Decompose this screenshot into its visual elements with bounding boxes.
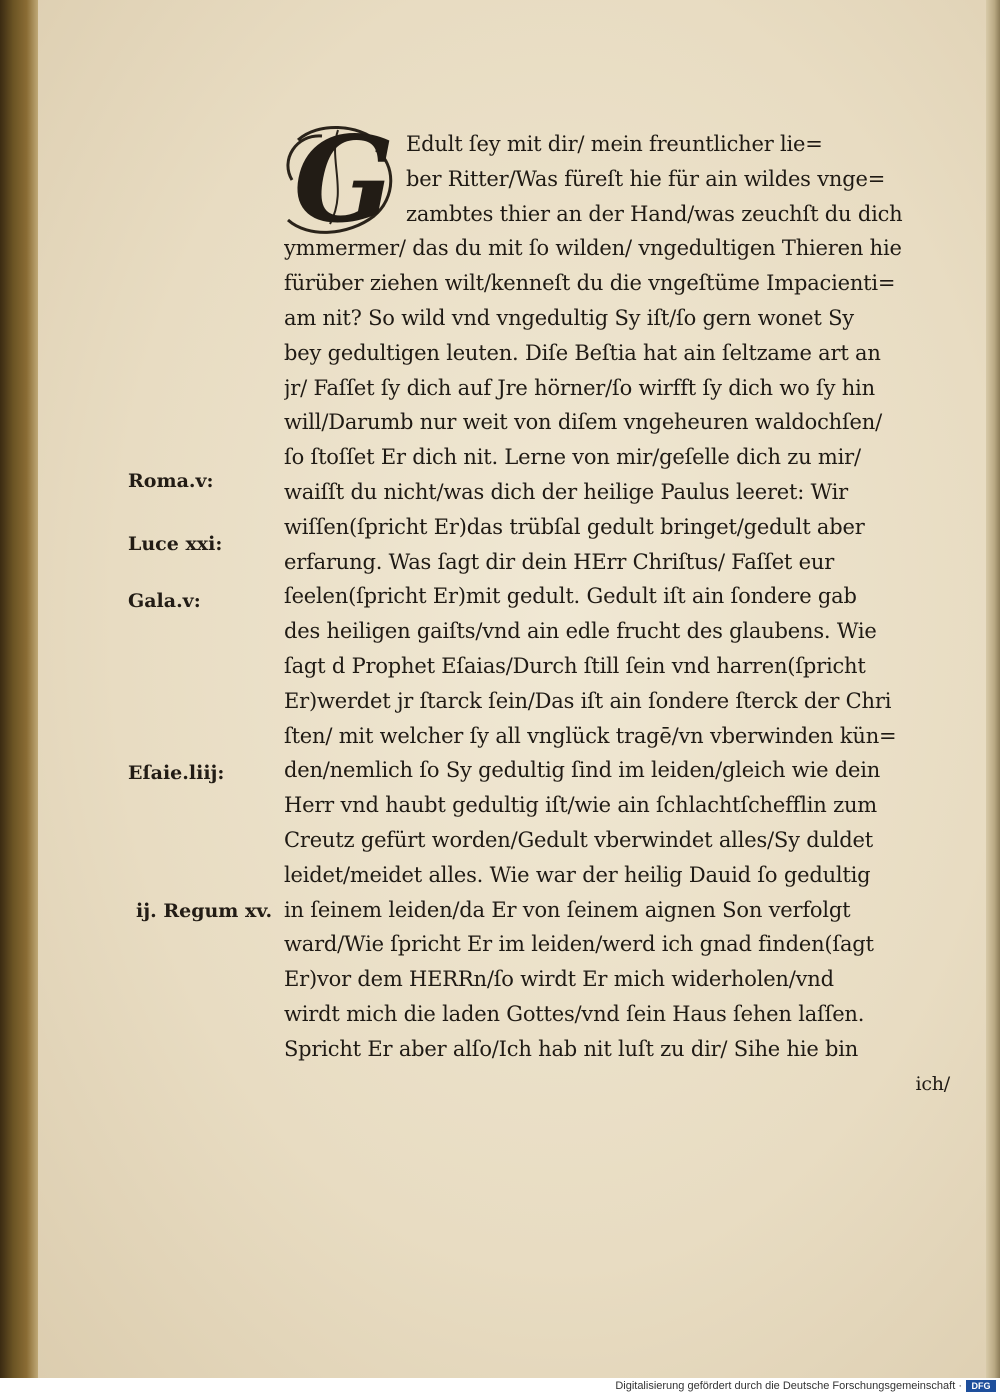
text-line: ward/Wie ſpricht Er im leiden/werd ich gnad finden(ſagt <box>284 932 874 957</box>
text-line: Herr vnd haubt gedultig iſt/wie ain ſchlachtſchefflin zum <box>284 793 877 818</box>
text-line: Er)werdet jr ſtarck ſein/Das iſt ain ſondere ſterck der Chri <box>284 688 892 713</box>
text-line: fürüber ziehen wilt/kenneſt du die vngeſtüme Impacienti= <box>284 271 896 296</box>
text-line: Er)vor dem HERRn/ſo wirdt Er mich widerholen/vnd <box>284 967 834 992</box>
text-line: erfarung. Was ſagt dir dein HErr Chriſtus/ Faſſet eur <box>284 549 835 574</box>
marginal-note-2: Luce xxi: <box>128 533 223 555</box>
dfg-logo: DFG <box>966 1380 996 1392</box>
text-line: will/Darumb nur weit von diſem vngeheuren waldochſen/ <box>284 410 882 435</box>
text-line: bey gedultigen leuten. Diſe Beſtia hat ain ſeltzame art an <box>284 340 881 365</box>
marginal-note-3: Gala.v: <box>128 590 201 612</box>
text-line: ſten/ mit welcher ſy all vnglück tragē/vn vberwinden kün= <box>284 723 897 748</box>
text-line: Edult ſey mit dir/ mein freuntlicher lie= <box>406 132 823 156</box>
text-line: ſo ſtoſſet Er dich nit. Lerne von mir/geſelle dich zu mir/ <box>284 445 861 470</box>
decorated-initial-letter: G <box>293 110 395 249</box>
text-line: ber Ritter/Was füreſt hie für ain wildes vnge= <box>406 166 886 191</box>
catchword: ich/ <box>915 1072 950 1095</box>
text-line: wiſſen(ſpricht Er)das trübſal gedult bringet/gedult aber <box>284 514 865 539</box>
text-line: ſeelen(ſpricht Er)mit gedult. Gedult iſt ain ſondere gab <box>284 584 857 609</box>
text-line: in ſeinem leiden/da Er von ſeinem aignen Son verfolgt <box>284 897 851 922</box>
marginal-note-4: Eſaie.liij: <box>128 762 225 784</box>
footer-credit-text: Digitalisierung gefördert durch die Deutsche Forschungsgemeinschaft · <box>615 1380 962 1392</box>
text-line: ſagt d Prophet Eſaias/Durch ſtill ſein vnd harren(ſpricht <box>284 653 866 678</box>
text-line: ymmermer/ das du mit ſo wilden/ vngedultigen Thieren hie <box>284 236 902 261</box>
text-line: wirdt mich die laden Gottes/vnd ſein Haus ſehen laſſen. <box>284 1001 865 1026</box>
page-edge <box>986 0 1000 1378</box>
text-line: des heiligen gaiſts/vnd ain edle frucht des glaubens. Wie <box>284 619 877 644</box>
text-line: am nit? So wild vnd vngedultig Sy iſt/ſo gern wonet Sy <box>284 305 854 330</box>
footer-credit-bar <box>0 1378 1000 1394</box>
marginal-note-5: ij. Regum xv. <box>136 900 273 922</box>
main-text-block <box>284 127 968 1101</box>
text-line: den/nemlich ſo Sy gedultig ſind im leiden/gleich wie dein <box>284 758 881 783</box>
text-line: jr/ Faſſet ſy dich auf Jre hörner/ſo wirfft ſy dich wo ſy hin <box>284 375 875 400</box>
text-line: Spricht Er aber alſo/Ich hab nit luſt zu dir/ Sihe hie bin <box>284 1036 859 1061</box>
book-spine <box>0 0 38 1378</box>
text-line: leidet/meidet alles. Wie war der heilig Dauid ſo gedultig <box>284 862 871 887</box>
text-line: Creutz gefürt worden/Gedult vberwindet alles/Sy duldet <box>284 827 874 852</box>
text-line: zambtes thier an der Hand/was zeuchſt du dich <box>406 201 903 226</box>
text-line: waiſſt du nicht/was dich der heilige Paulus leeret: Wir <box>284 479 848 504</box>
marginal-note-1: Roma.v: <box>128 470 214 492</box>
